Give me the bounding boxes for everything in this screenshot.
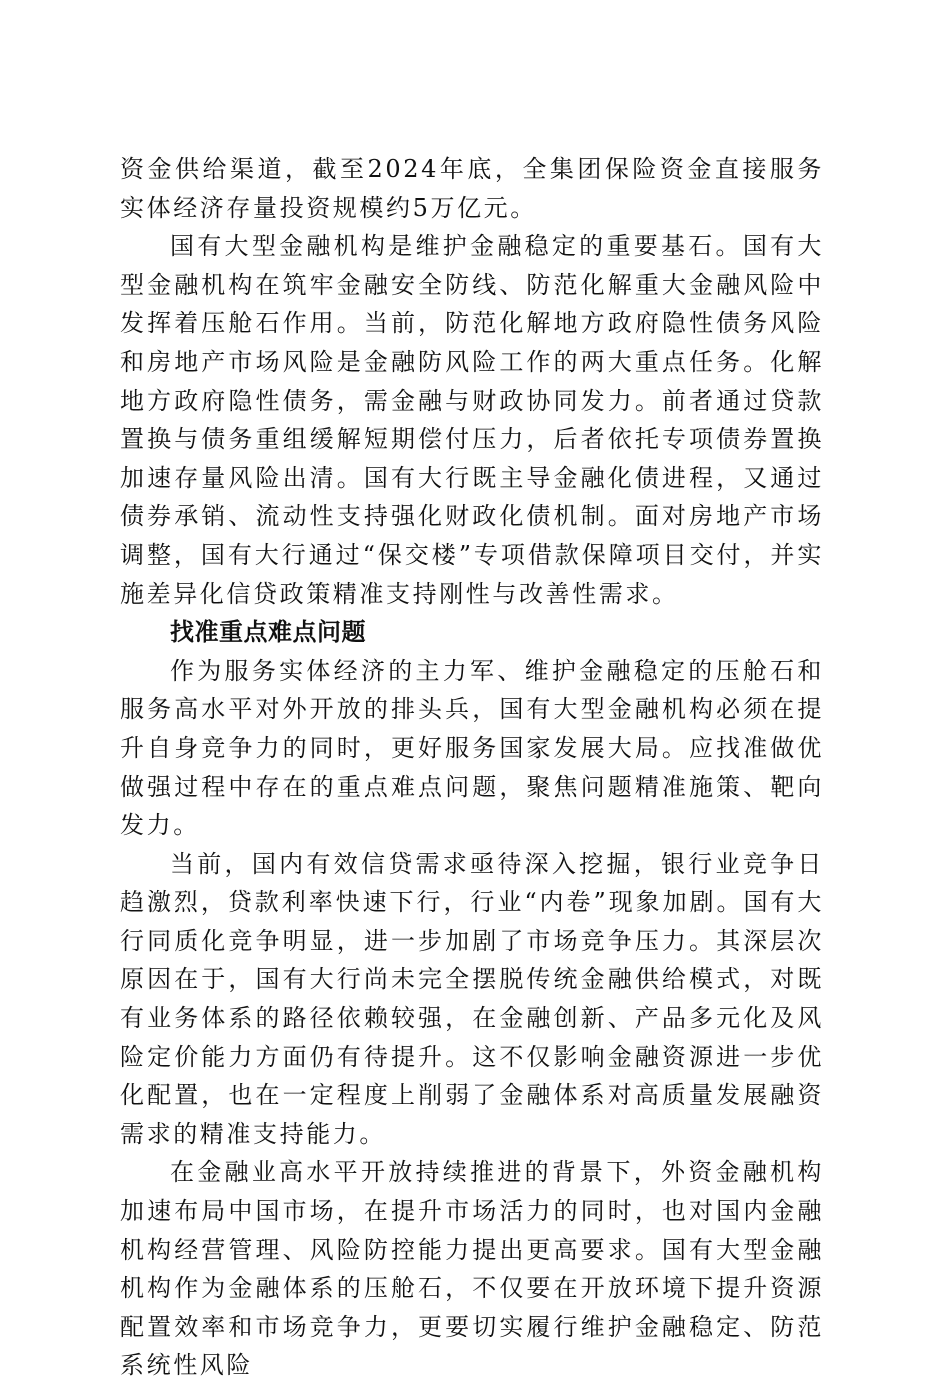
document-body [120, 150, 824, 1385]
paragraph-3: 作为服务实体经济的主力军、维护金融稳定的压舱石和服务高水平对外开放的排头兵，国有大型金融机构必须在提升自身竞争力的同时，更好服务国家发展大局。应找准做优做强过程中存在的重点难点问题，聚焦问题精准施策、靶向发力。 [120, 656, 824, 840]
paragraph-5: 在金融业高水平开放持续推进的背景下，外资金融机构加速布局中国市场，在提升市场活力的同时，也对国内金融机构经营管理、风险防控能力提出更高要求。国有大型金融机构作为金融体系的压舱石，不仅要在开放环境下提升资源配置效率和市场竞争力，更要切实履行维护金融稳定、防范系统性风险 [120, 1158, 824, 1380]
paragraph-1: 资金供给渠道，截至2024年底，全集团保险资金直接服务实体经济存量投资规模约5万亿元。 [120, 155, 824, 222]
section-heading: 找准重点难点问题 [170, 618, 366, 647]
paragraph-4: 当前，国内有效信贷需求亟待深入挖掘，银行业竞争日趋激烈，贷款利率快速下行，行业“内卷”现象加剧。国有大行同质化竞争明显，进一步加剧了市场竞争压力。其深层次原因在于，国有大行尚未完全摆脱传统金融供给模式，对既有业务体系的路径依赖较强，在金融创新、产品多元化及风险定价能力方面仍有待提升。这不仅影响金融资源进一步优化配置，也在一定程度上削弱了金融体系对高质量发展融资需求的精准支持能力。 [120, 849, 824, 1148]
paragraph-2: 国有大型金融机构是维护金融稳定的重要基石。国有大型金融机构在筑牢金融安全防线、防范化解重大金融风险中发挥着压舱石作用。当前，防范化解地方政府隐性债务风险和房地产市场风险是金融防风险工作的两大重点任务。化解地方政府隐性债务，需金融与财政协同发力。前者通过贷款置换与债务重组缓解短期偿付压力，后者依托专项债券置换加速存量风险出清。国有大行既主导金融化债进程，又通过债券承销、流动性支持强化财政化债机制。面对房地产市场调整，国有大行通过“保交楼”专项借款保障项目交付，并实施差异化信贷政策精准支持刚性与改善性需求。 [120, 232, 824, 608]
